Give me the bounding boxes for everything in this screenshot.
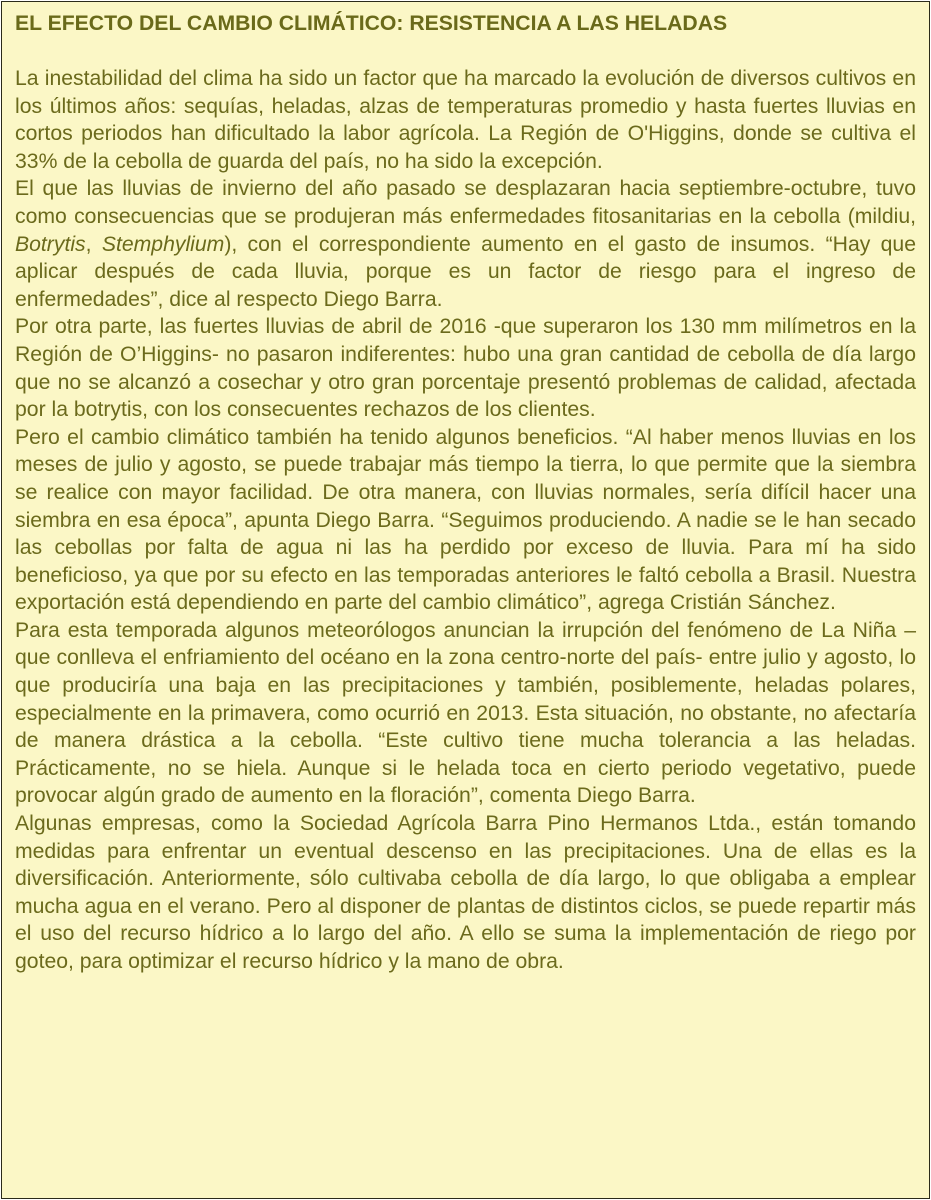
paragraph-6: Algunas empresas, como la Sociedad Agrícola Barra Pino Hermanos Ltda., están tomando medidas para enfrentar un eventual descenso en las precipitaciones. Una de ellas es la diversificación. Anteriormente, sólo cultivaba cebolla de día largo, lo que obligaba a emplear mucha agua en el verano. Pero al disponer de plantas de distintos ciclos, se puede repartir más el uso del recurso hídrico a lo largo del año. A ello se suma la implementación de riego por goteo, para optimizar el recurso hídrico y la mano de obra. <box>15 812 916 973</box>
article-title: EL EFECTO DEL CAMBIO CLIMÁTICO: RESISTENCIA A LAS HELADAS <box>15 12 728 35</box>
paragraph-2 <box>15 175 916 313</box>
paragraph-2-italic-botrytis: Botrytis <box>15 232 86 256</box>
paragraph-2-text-middle: , <box>85 232 102 256</box>
paragraph-2-italic-stemphylium: Stemphylium <box>101 232 225 256</box>
paragraph-5: Para esta temporada algunos meteorólogos anuncian la irrupción del fenómeno de La Niña –que conlleva el enfriamiento del océano en la zona centro-norte del país- entre julio y agosto, lo que produciría una baja en las precipitaciones y también, posiblemente, heladas polares, especialmente en la primavera, como ocurrió en 2013. Esta situación, no obstante, no afectaría de manera drástica a la cebolla. “Este cultivo tiene mucha tolerancia a las heladas. Prácticamente, no se hiela. Aunque si le helada toca en cierto periodo vegetativo, puede provocar algún grado de aumento en la floración”, comenta Diego Barra. <box>15 618 916 808</box>
paragraph-1: La inestabilidad del clima ha sido un factor que ha marcado la evolución de diversos cultivos en los últimos años: sequías, heladas, alzas de temperaturas promedio y hasta fuertes lluvias en cortos periodos han dificultado la labor agrícola. La Región de O'Higgins, donde se cultiva el 33% de la cebolla de guarda del país, no ha sido la excepción. <box>15 67 916 173</box>
paragraph-3: Por otra parte, las fuertes lluvias de abril de 2016 -que superaron los 130 mm milímetros en la Región de O’Higgins- no pasaron indiferentes: hubo una gran cantidad de cebolla de día largo que no se alcanzó a cosechar y otro gran porcentaje presentó problemas de calidad, afectada por la botrytis, con los consecuentes rechazos de los clientes. <box>15 315 916 422</box>
paragraph-2-text-before: El que las lluvias de invierno del año pasado se desplazaran hacia septiembre-octubre, tuvo como consecuencias que se produjeran más enfermedades fitosanitarias en la cebolla (mildiu, <box>15 177 916 228</box>
paragraph-2-text-after: ), con el correspondiente aumento en el gasto de insumos. “Hay que aplicar después de cada lluvia, porque es un factor de riesgo para el ingreso de enfermedades”, dice al respecto Diego Barra. <box>15 232 916 311</box>
article-box <box>1 1 930 1199</box>
paragraph-4: Pero el cambio climático también ha tenido algunos beneficios. “Al haber menos lluvias en los meses de julio y agosto, se puede trabajar más tiempo la tierra, lo que permite que la siembra se realice con mayor facilidad. De otra manera, con lluvias normales, sería difícil hacer una siembra en esa época”, apunta Diego Barra. “Seguimos produciendo. A nadie se le han secado las cebollas por falta de agua ni las ha perdido por exceso de lluvia. Para mí ha sido beneficioso, ya que por su efecto en las temporadas anteriores le faltó cebolla a Brasil. Nuestra exportación está dependiendo en parte del cambio climático”, agrega Cristián Sánchez. <box>15 425 916 615</box>
